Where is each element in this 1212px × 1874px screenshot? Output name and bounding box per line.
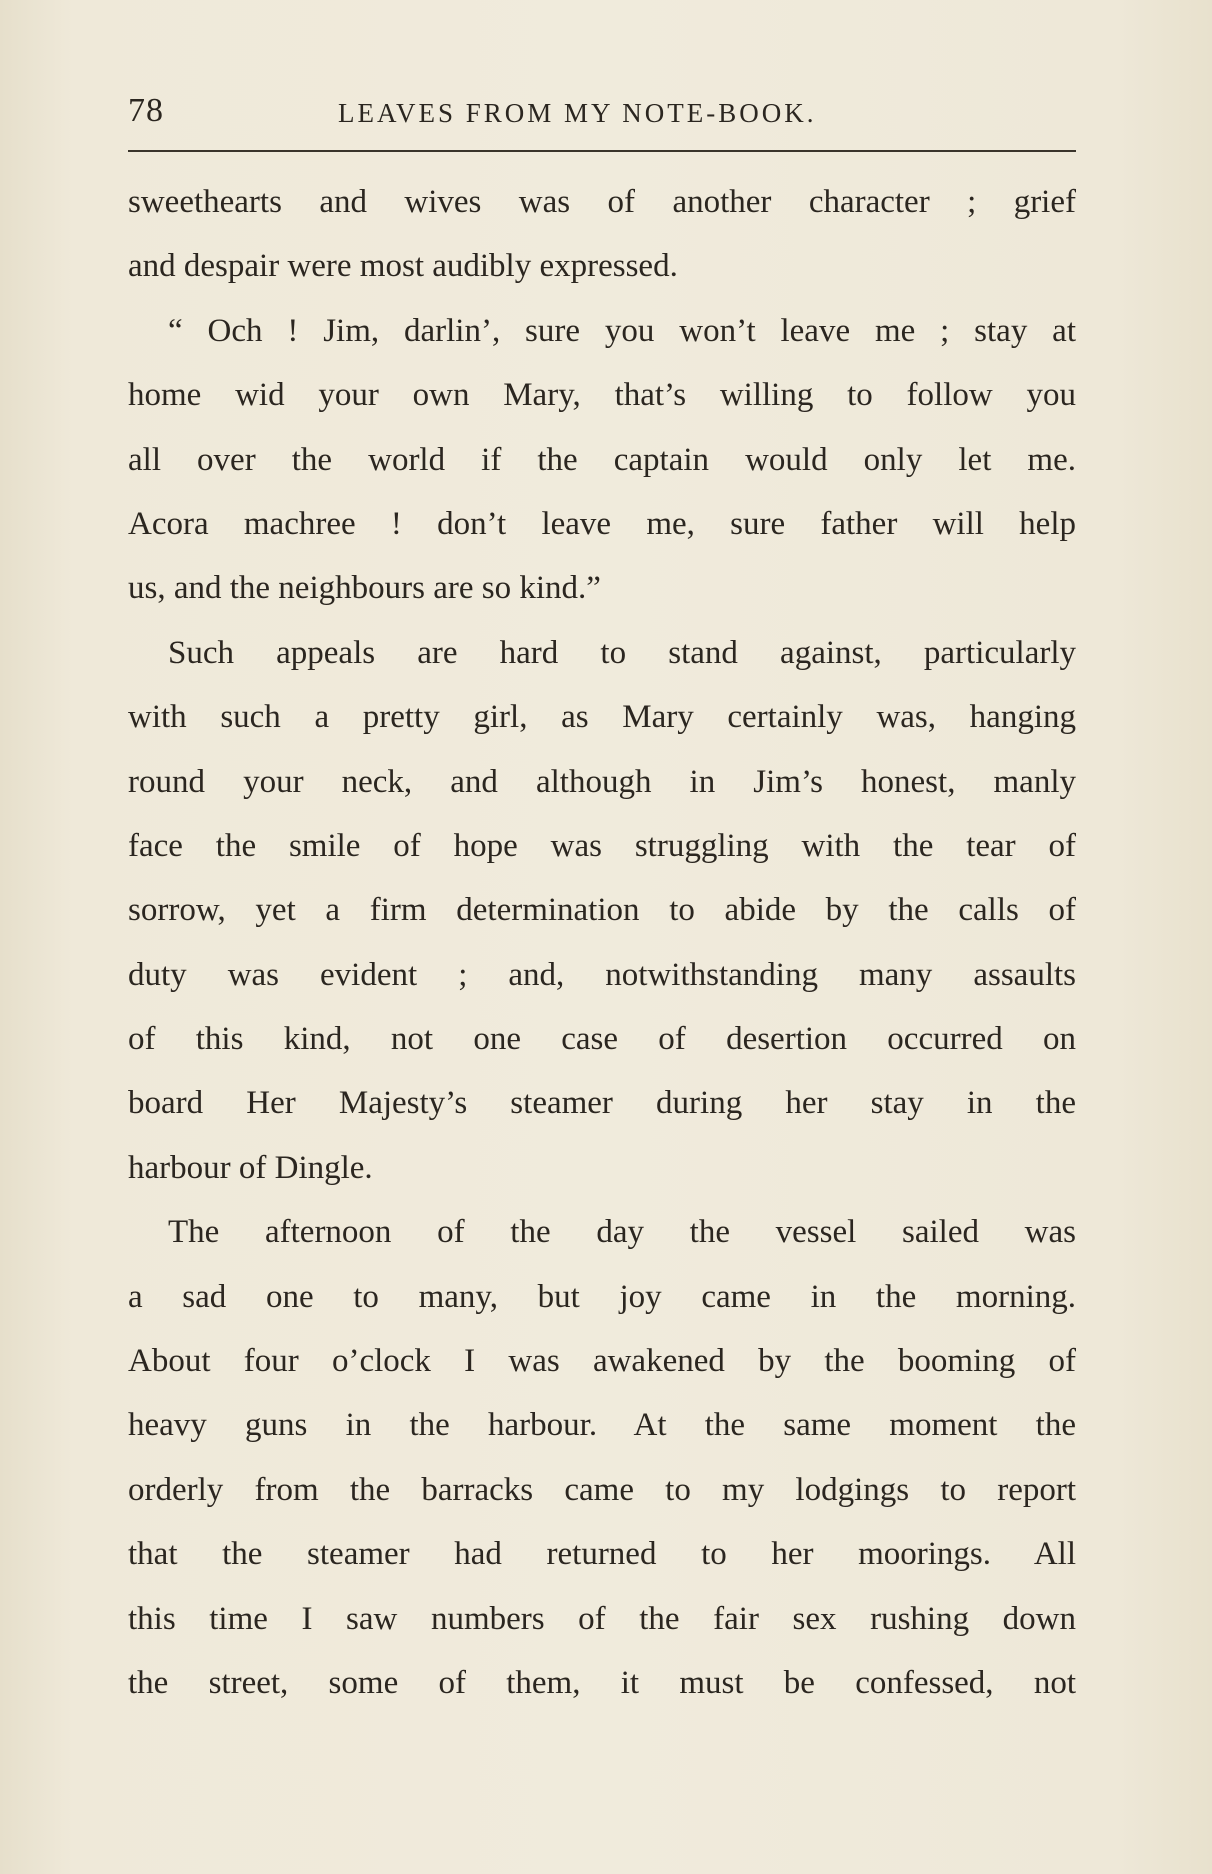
- text-line: duty was evident ; and, notwithstanding many assaults: [128, 956, 1076, 993]
- text-line: The afternoon of the day the vessel sailed was: [168, 1214, 1076, 1251]
- text-line: us, and the neighbours are so kind.”: [128, 570, 601, 607]
- text-line: this time I saw numbers of the fair sex rushing down: [128, 1600, 1076, 1637]
- text-line: home wid your own Mary, that’s willing to follow you: [128, 377, 1076, 414]
- text-line: “ Och ! Jim, darlin’, sure you won’t leave me ; stay at: [168, 312, 1076, 349]
- text-line: the street, some of them, it must be confessed, not: [128, 1664, 1076, 1701]
- text-line: that the steamer had returned to her moorings. All: [128, 1536, 1076, 1573]
- text-line: and despair were most audibly expressed.: [128, 248, 678, 285]
- text-line: board Her Majesty’s steamer during her stay in the: [128, 1085, 1076, 1122]
- text-line: sorrow, yet a firm determination to abide by the calls of: [128, 892, 1076, 929]
- text-line: Such appeals are hard to stand against, particularly: [168, 634, 1076, 671]
- text-line: round your neck, and although in Jim’s honest, manly: [128, 763, 1076, 800]
- text-line: heavy guns in the harbour. At the same moment the: [128, 1407, 1076, 1444]
- text-line: face the smile of hope was struggling with the tear of: [128, 827, 1076, 864]
- body-text: [128, 170, 1076, 1715]
- text-line: sweethearts and wives was of another character ; grief: [128, 184, 1076, 220]
- text-line: with such a pretty girl, as Mary certainly was, hanging: [128, 699, 1076, 736]
- text-line: harbour of Dingle.: [128, 1149, 373, 1186]
- text-line: a sad one to many, but joy came in the morning.: [128, 1278, 1076, 1315]
- page-number: 78: [128, 92, 164, 129]
- header-rule: [128, 150, 1076, 152]
- text-line: all over the world if the captain would only let me.: [128, 441, 1076, 478]
- text-line: orderly from the barracks came to my lodgings to report: [128, 1471, 1076, 1508]
- running-title: LEAVES FROM MY NOTE-BOOK.: [338, 98, 817, 128]
- text-line: About four o’clock I was awakened by the booming of: [128, 1343, 1076, 1380]
- text-line: Acora machree ! don’t leave me, sure father will help: [128, 505, 1076, 542]
- running-head: [128, 92, 1076, 136]
- text-line: of this kind, not one case of desertion occurred on: [128, 1021, 1076, 1058]
